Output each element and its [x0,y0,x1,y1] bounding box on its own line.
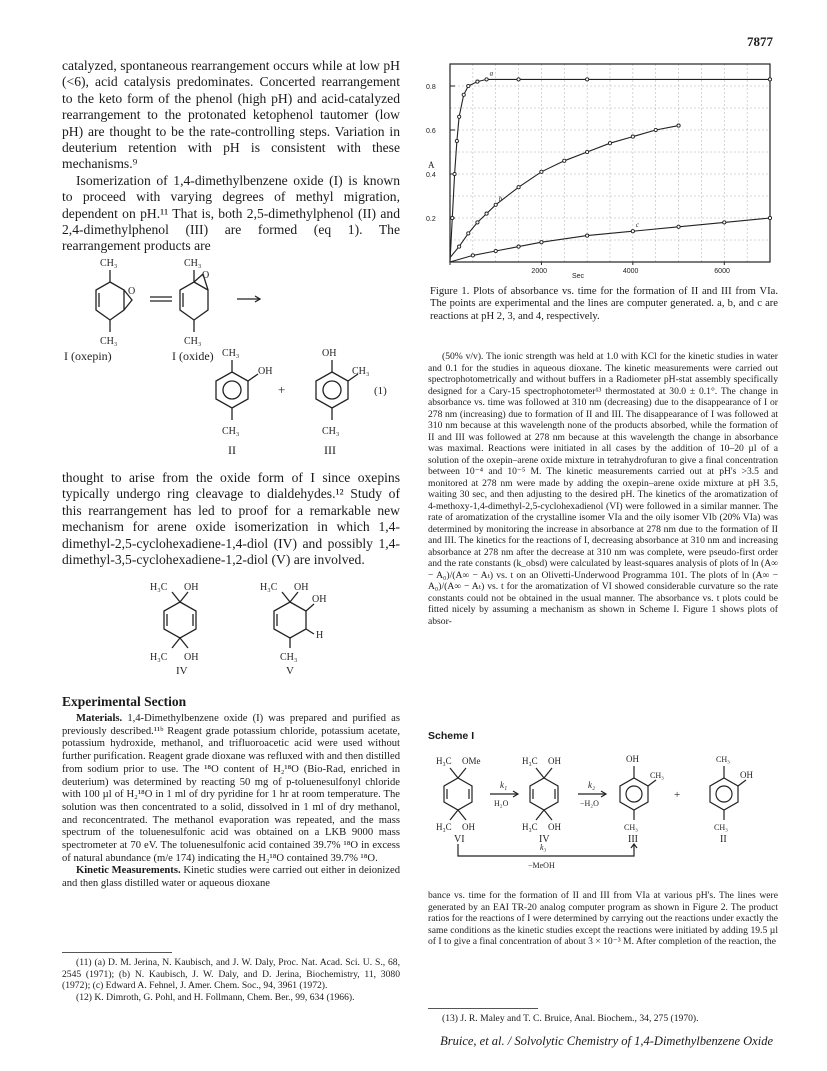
data-point [631,230,634,233]
label-IV: IV [539,834,550,845]
x-tick-label: 4000 [622,268,639,275]
data-point [458,245,461,248]
label-VI: VI [454,834,465,845]
k2-label: k₂ [588,780,596,790]
oh-label: OH [184,582,199,593]
ch3-label: CH₃ [714,823,728,832]
o-label: O [202,270,210,281]
footnotes-left [62,957,400,1003]
structures-IV-V [120,580,380,680]
h3c-label: H₃C [436,756,452,766]
k2-under: −H₂O [580,799,599,808]
h3c-label: H₃C [260,582,278,593]
data-point [467,84,470,87]
y-tick-label: 0.6 [426,128,436,135]
materials-paragraph [62,713,400,865]
x-tick-label: 6000 [714,268,730,275]
x-ticks [450,262,730,275]
k3-under: −MeOH [528,861,555,870]
data-point [517,245,520,248]
data-point [677,124,680,127]
oxide-ring [180,282,208,320]
paragraph: catalyzed, spontaneous rearrangement occurs while at low pH (<6), acid catalysis predominates. Concerted rearrangement to the keto form of the phenol (high pH) and acid-catalyzed rearrangement to the protonated ketophenol tautomer (low pH) are thought to be the rate-controlling steps. Variation in deuterium retention with pH is consistent with these mechanisms.⁹ [62,58,400,172]
data-point [586,150,589,153]
footnote-right [428,1013,778,1025]
oh-label: OH [312,594,327,605]
label-oxide: I (oxide) [172,349,214,363]
data-point [467,232,470,235]
curve-label-a: a [489,69,494,78]
left-intro [62,58,400,255]
running-footer: Bruice, et al. / Solvolytic Chemistry of 1,4-Dimethylbenzene Oxide [440,1034,773,1048]
ring-V [274,602,306,638]
paragraph: thought to arise from the oxide form of I since oxepins typically undergo ring cleavage to dialdehydes.¹² Study of this rearrangement has led to proof for a remarkable new mechanism for arene oxide isomerization in which 1,4-dimethyl-2,5-cyclohexadiene-1,4-diol (IV) and possibly 1,4-dimethyl-3,5-cyclohexadiene-1,2-diol (V) are involved. [62,470,400,568]
data-point [494,249,497,252]
curve-label-c: c [635,221,639,230]
label-II: II [228,443,236,457]
data-point [586,78,589,81]
oh-label: OH [548,756,561,766]
kinetic-heading: Kinetic Measurements. [76,865,181,877]
y-ticks [426,84,455,223]
h3c-label: H₃C [150,582,168,593]
oxepin-ring [96,282,124,320]
phenol-ring-II [216,372,248,408]
paragraph: Isomerization of 1,4-dimethylbenzene oxide (I) is known to proceed with varying degrees of methyl migration, dependent on pH.¹¹ That is, both 2,5-dimethylphenol (II) and 2,4-dimethylphenol (III) are formed (eq 1). The rearrangement products are [62,172,400,254]
oh-label: OH [184,652,199,663]
data-point [517,78,520,81]
experimental-section [62,694,400,891]
scheme-1 [428,744,780,872]
oh-label: OH [258,366,273,377]
ring-IV [164,602,196,638]
data-point [654,128,657,131]
oh-label: OH [740,770,753,780]
data-point [451,216,454,219]
figure-1-caption: Figure 1. Plots of absorbance vs. time for the formation of II and III from VIa. The points are experimental and the lines are computer generated. a, b, and c are reactions at pH 2, 3, and 4, respectively. [430,286,778,322]
ring-IV-scheme [530,778,558,810]
ch3-label: CH₃ [352,366,370,377]
ch3-label: CH₃ [100,336,118,347]
ch3-label: CH₃ [184,258,202,269]
right-column-after-scheme [428,890,778,948]
o-label: O [128,286,136,297]
materials-text: 1,4-Dimethylbenzene oxide (I) was prepared and purified as previously described.¹¹ᵇ Reagent grade potassium chloride, potassium acetate, potassium hydroxide, methanol, and trifluoroacetic acid were used without further purification. Reagent grade dioxane was refluxed with and then distilled from sodium prior to use. The ¹⁸O content of H₂¹⁸O (Bio-Rad, enriched in deuterium) was determined by reacting 50 mg of p-toluenesulfonyl chloride with 100 µl of H₂¹⁸O in 1 ml of dry pyridine for 1 hr at room temperature. The solution was then concentrated to a solid, dissolved in 1 ml of dry methanol, and reconcentrated. The methanol evaporation was repeated, and the mass spectrum of the toluenesulfonic acid was obtained on a LKB 9000 mass spectrometer at 70 eV. The toluenesulfonic acid contained 39.7% ¹⁸O in excess of natural abundance (m/e 174) indicating the H₂¹⁸O contained 39.7% ¹⁸O. [62,713,400,864]
data-point [462,93,465,96]
oh-label: OH [626,754,639,764]
label-III: III [324,443,336,457]
oh-label: OH [322,348,337,359]
k1-under: H₂O [494,799,509,808]
equation-number: (1) [374,385,387,397]
data-point [631,135,634,138]
y-tick-label: 0.2 [426,216,436,223]
footnote-rule [62,952,172,953]
label-oxepin: I (oxepin) [64,349,112,363]
ch3-label: CH₃ [222,348,240,359]
ch3-label: CH₃ [100,258,118,269]
materials-heading: Materials. [76,713,123,724]
series-line-a [450,79,770,262]
data-point [471,254,474,257]
phenol-ring-III [316,372,348,408]
x-axis-label: Sec [572,273,585,280]
data-point [723,221,726,224]
data-point [586,234,589,237]
data-point [476,221,479,224]
y-axis-label: A [428,160,435,170]
ch3-label: CH₃ [716,755,730,764]
ring-VI [444,778,472,810]
k1-label: k₁ [500,780,508,790]
data-point [540,241,543,244]
scheme-title: Scheme I [428,730,475,742]
paragraph: (50% v/v). The ionic strength was held at 1.0 with KCl for the kinetic studies in water and 0.1 for the studies in aqueous dioxane. The kinetic measurements were carried out spectrophotometrically and without buffers in a Radiometer pH-stat assembly specifically designed for a Cary-15 spectrophotometer¹³ thermostated at 30.0 ± 0.1°. The change in absorbance vs. time was followed at 310 nm (decreasing) due to the disappearance of I or 278 nm (increasing) due to formation of II and III. The disappearance of I was followed at 310 nm because at this wavelength none of the products absorbed, while the formation of II and III was followed at 278 nm because at this wavelength the change in absorbance was maximal. Reactions were initiated in all cases by the addition of 10–20 µl of a solution of the oxepin–arene oxide mixture in tetrahydrofuran to give a final concentration between 10⁻⁴ and 10⁻⁵ M. The kinetic measurements carried out at pH's >3.5 and monitored at 278 nm were made by adding the oxepin–arene oxide mixture at pH 3.5, waiting 30 sec, and then adjusting to the desired pH. The kinetics of the aromatization of 4-methoxy-1,4-dimethyl-2,5-cyclohexadienol (VI) were followed in a similar manner. The rate of aromatization of the crystalline isomer VIa and the oily isomer VIb (20% VIa) was determined by monitoring the increase in absorbance at 278 nm due to the formation of II and III. The kinetics for the reactions of I, decreasing absorbance at 310 nm and increasing absorbance at 278 nm after the decrease at 310 nm was complete, were pseudo-first order and the rate constants (k_obsd) were calculated by least-squares analysis of plots of ln (A∞ − A₀)/(A∞ − Aₜ) vs. t on an Olivetti-Underwood Programma 101. The plots of ln (A∞ − A₀)/(A∞ − Aₜ) vs. t for the aromatization of VI showed considerable curvature so the rate constants could not be obtained in the usual manner. The absorbance vs. t plots could be fitted nicely by assuming a mechanism as shown in Scheme I. Figure 1 shows plots of absor- [428,351,778,627]
data-point [453,172,456,175]
data-point [563,159,566,162]
label-III: III [628,834,638,845]
oh-label: OH [548,822,561,832]
h3c-label: H₃C [522,756,538,766]
ring-III-scheme [620,778,648,810]
data-point [517,186,520,189]
footnote: (12) K. Dimroth, G. Pohl, and H. Follmann, Chem. Ber., 99, 634 (1966). [76,991,355,1003]
right-column [428,351,778,627]
section-heading: Experimental Section [62,694,187,709]
y-tick-label: 0.4 [426,172,436,179]
kinetic-text: Kinetic studies were carried out either in deionized and then glass distilled water or aqueous dioxane [62,865,400,890]
kinetic-paragraph [62,865,400,890]
series-group [450,69,772,262]
plus-sign: + [674,789,681,801]
ch3-label: CH₃ [184,336,202,347]
data-point [458,115,461,118]
data-point [494,203,497,206]
chart-grid [450,64,770,262]
ring-II-scheme [710,778,738,810]
data-point [455,139,458,142]
data-point [768,78,771,81]
figure-1-chart [422,56,782,282]
label-IV: IV [176,665,188,677]
h3c-label: H₃C [436,822,452,832]
data-point [608,142,611,145]
data-point [540,170,543,173]
paragraph: bance vs. time for the formation of II and III from VIa at various pH's. The lines were generated by an EAI TR-20 analog computer program as shown in Figure 2. The product ratios for the reactions of I were determined by carrying out the reactions under exactly the same conditions as the kinetic studies except the reactions were initiated by adding 19.5 µl of I to give a final concentration of about 3 × 10⁻³ M. After completion of the reaction, the [428,890,778,947]
k3-label: k₃ [540,843,547,852]
equation-1-structures [62,252,402,457]
page-number: 7877 [747,34,773,49]
ch3-label: CH₃ [650,771,664,780]
curve-label-b: b [498,194,503,203]
footnote: (13) J. R. Maley and T. C. Bruice, Anal. Biochem., 34, 275 (1970). [442,1013,699,1024]
data-point [476,80,479,83]
h3c-label: H₃C [522,822,538,832]
ch3-label: CH₃ [280,652,298,663]
data-point [485,78,488,81]
x-tick-label: 2000 [531,268,548,275]
label-II: II [720,834,727,845]
left-middle [62,470,400,568]
ch3-label: CH₃ [624,823,638,832]
ch3-label: CH₃ [222,426,240,437]
label-V: V [286,665,294,677]
data-point [768,216,771,219]
ch3-label: CH₃ [322,426,340,437]
data-point [485,212,488,215]
data-point [677,225,680,228]
h3c-label: H₃C [150,652,168,663]
footnote-rule [428,1008,538,1009]
oh-label: OH [462,822,475,832]
oh-label: OH [294,582,309,593]
ome-label: OMe [462,756,481,766]
y-tick-label: 0.8 [426,84,436,91]
plus-sign: + [278,382,286,397]
h-label: H [316,630,324,641]
footnote: (11) (a) D. M. Jerina, N. Kaubisch, and J. W. Daly, Proc. Nat. Acad. Sci. U. S., 68, 2545 (1971); (b) N. Kaubisch, J. W. Daly, and D. Jerina, Biochemistry, 11, 3080 (1972); (c) Edward A. Fehnel, J. Amer. Chem. Soc., 94, 3961 (1972). [62,957,400,992]
